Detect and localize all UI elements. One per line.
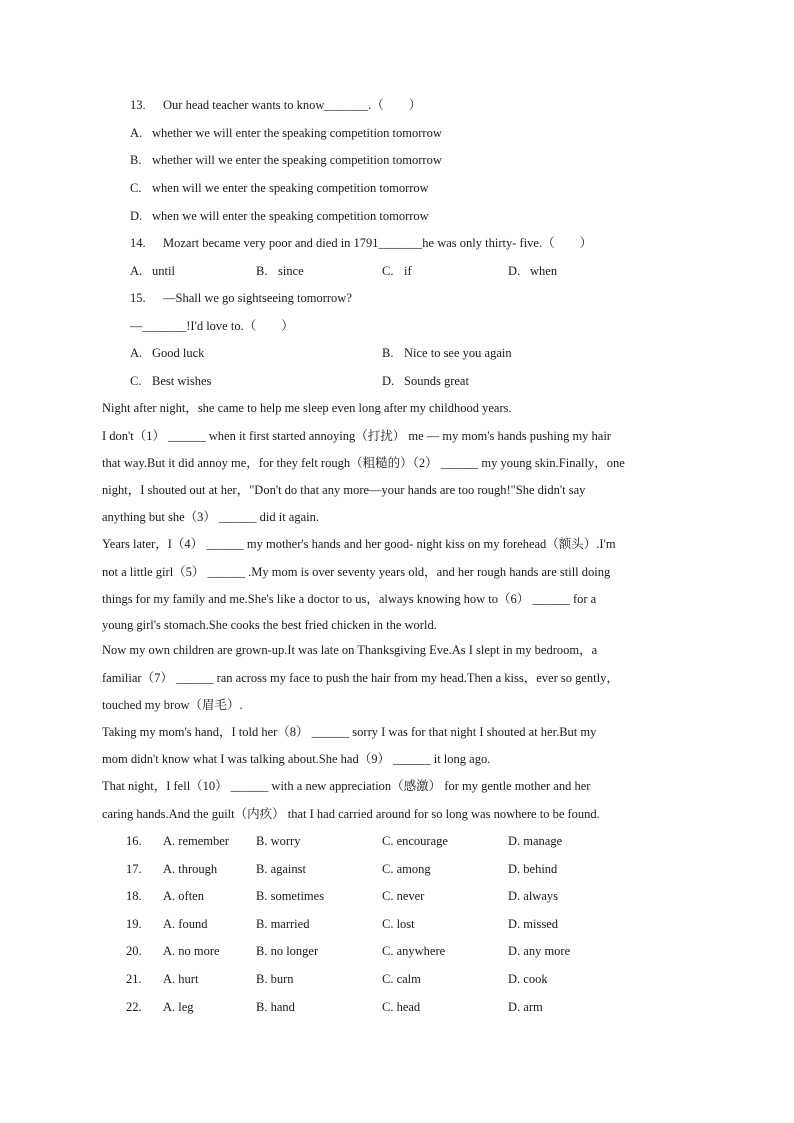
q14-option-d[interactable] [508, 263, 557, 279]
choice-row-17 [0, 861, 794, 877]
choice-d[interactable]: D. cook [508, 972, 548, 986]
question-number: 22. [126, 1000, 142, 1014]
question-number: 14. [130, 236, 146, 250]
choice-a[interactable]: A. often [163, 889, 204, 903]
passage-line: Taking my mom's hand，I told her（8） ______ sorry I was for that night I shouted at her.But my [102, 725, 597, 739]
question-number: 17. [126, 862, 142, 876]
q13-option-d[interactable] [130, 208, 429, 224]
choice-d[interactable]: D. arm [508, 1000, 543, 1014]
choice-a[interactable]: A. leg [163, 1000, 194, 1014]
question-number: 16. [126, 834, 142, 848]
question-number: 21. [126, 972, 142, 986]
choice-b[interactable]: B. worry [256, 834, 301, 848]
option-letter: B. [130, 153, 142, 167]
question-15 [130, 290, 352, 306]
q15-option-b[interactable] [382, 345, 512, 361]
q15-option-a[interactable] [130, 345, 204, 361]
choice-c[interactable]: C. lost [382, 917, 415, 931]
choice-c[interactable]: C. encourage [382, 834, 448, 848]
choice-b[interactable]: B. hand [256, 1000, 295, 1014]
choice-a[interactable]: A. through [163, 862, 218, 876]
q14-option-a[interactable] [130, 263, 175, 279]
option-letter: D. [508, 264, 521, 278]
option-text: if [404, 264, 412, 278]
passage-line: caring hands.And the guilt（内疚） that I had carried around for so long was nowhere to be found. [102, 807, 600, 821]
question-15-reply: —_______!I'd love to.（ ） [130, 319, 294, 333]
choice-c[interactable]: C. head [382, 1000, 421, 1014]
passage-line: not a little girl（5） ______ .My mom is over seventy years old，and her rough hands are still doing [102, 565, 611, 579]
q13-option-a[interactable] [130, 125, 442, 141]
question-stem: Our head teacher wants to know_______.（ ） [163, 98, 422, 112]
option-letter: C. [382, 264, 394, 278]
choice-b[interactable]: B. no longer [256, 944, 319, 958]
q13-option-b[interactable] [130, 152, 442, 168]
choice-a[interactable]: A. no more [163, 944, 220, 958]
choice-a[interactable]: A. hurt [163, 972, 199, 986]
choice-c[interactable]: C. anywhere [382, 944, 446, 958]
q15-option-d[interactable] [382, 373, 469, 389]
question-number: 20. [126, 944, 142, 958]
passage-line: Years later，I（4） ______ my mother's hands and her good- night kiss on my forehead（额头）.I'm [102, 537, 616, 551]
option-text: since [278, 264, 304, 278]
question-stem: Mozart became very poor and died in 1791_______he was only thirty- five.（ ） [163, 236, 593, 250]
option-letter: B. [256, 264, 268, 278]
option-letter: D. [382, 374, 395, 388]
choice-b[interactable]: B. sometimes [256, 889, 325, 903]
choice-c[interactable]: C. among [382, 862, 431, 876]
q15-options-row2 [0, 373, 794, 389]
option-letter: D. [130, 209, 143, 223]
option-text: Sounds great [404, 374, 469, 388]
choice-d[interactable]: D. always [508, 889, 558, 903]
question-number: 13. [130, 98, 146, 112]
option-letter: A. [130, 126, 143, 140]
passage-line: That night，I fell（10） ______ with a new appreciation（感激） for my gentle mother and her [102, 779, 591, 793]
passage-line: anything but she（3） ______ did it again. [102, 510, 319, 524]
option-text: Best wishes [152, 374, 212, 388]
choice-row-19 [0, 916, 794, 932]
question-number: 19. [126, 917, 142, 931]
option-text: whether we will enter the speaking competition tomorrow [152, 126, 442, 140]
choice-row-16 [0, 833, 794, 849]
option-letter: C. [130, 181, 142, 195]
q13-option-c[interactable] [130, 180, 429, 196]
passage-line: night，I shouted out at her，"Don't do that any more—your hands are too rough!"She didn't say [102, 483, 586, 497]
choice-b[interactable]: B. married [256, 917, 310, 931]
option-text: whether will we enter the speaking competition tomorrow [152, 153, 442, 167]
option-letter: A. [130, 346, 143, 360]
passage-line: that way.But it did annoy me，for they felt rough（粗糙的）（2） ______ my young skin.Finally，one [102, 456, 625, 470]
choice-b[interactable]: B. burn [256, 972, 294, 986]
option-text: Nice to see you again [404, 346, 512, 360]
q14-option-b[interactable] [256, 263, 304, 279]
passage-line: Now my own children are grown-up.It was late on Thanksgiving Eve.As I slept in my bedroom，a [102, 643, 598, 657]
choice-row-18 [0, 888, 794, 904]
passage-line: familiar（7） ______ ran across my face to push the hair from my head.Then a kiss，ever so gently， [102, 671, 619, 685]
q15-option-c[interactable] [130, 373, 211, 389]
question-number: 15. [130, 291, 146, 305]
option-letter: B. [382, 346, 394, 360]
choice-row-21 [0, 971, 794, 987]
passage-line: mom didn't know what I was talking about.She had（9） ______ it long ago. [102, 752, 491, 766]
choice-d[interactable]: D. missed [508, 917, 558, 931]
passage-line: touched my brow（眉毛）. [102, 698, 243, 712]
choice-d[interactable]: D. any more [508, 944, 571, 958]
option-text: until [152, 264, 175, 278]
option-text: when [530, 264, 558, 278]
option-text: when we will enter the speaking competition tomorrow [152, 209, 429, 223]
option-text: Good luck [152, 346, 205, 360]
choice-c[interactable]: C. calm [382, 972, 421, 986]
choice-c[interactable]: C. never [382, 889, 425, 903]
question-13 [130, 97, 421, 113]
passage-line: things for my family and me.She's like a doctor to us，always knowing how to（6） ______ for a [102, 592, 597, 606]
option-letter: C. [130, 374, 142, 388]
q14-option-c[interactable] [382, 263, 412, 279]
q14-options [0, 263, 794, 279]
passage-line: young girl's stomach.She cooks the best fried chicken in the world. [102, 618, 437, 632]
choice-b[interactable]: B. against [256, 862, 306, 876]
passage-line: Night after night，she came to help me sleep even long after my childhood years. [102, 401, 512, 415]
q15-options-row1 [0, 345, 794, 361]
choice-a[interactable]: A. remember [163, 834, 229, 848]
option-text: when will we enter the speaking competition tomorrow [152, 181, 429, 195]
choice-a[interactable]: A. found [163, 917, 208, 931]
option-letter: A. [130, 264, 143, 278]
choice-row-20 [0, 943, 794, 959]
question-number: 18. [126, 889, 142, 903]
passage-line: I don't（1） ______ when it first started annoying（打扰） me — my mom's hands pushing my hair [102, 429, 611, 443]
question-stem: —Shall we go sightseeing tomorrow? [163, 291, 352, 305]
question-14 [130, 235, 592, 251]
choice-d[interactable]: D. manage [508, 834, 563, 848]
choice-d[interactable]: D. behind [508, 862, 558, 876]
choice-row-22 [0, 999, 794, 1015]
